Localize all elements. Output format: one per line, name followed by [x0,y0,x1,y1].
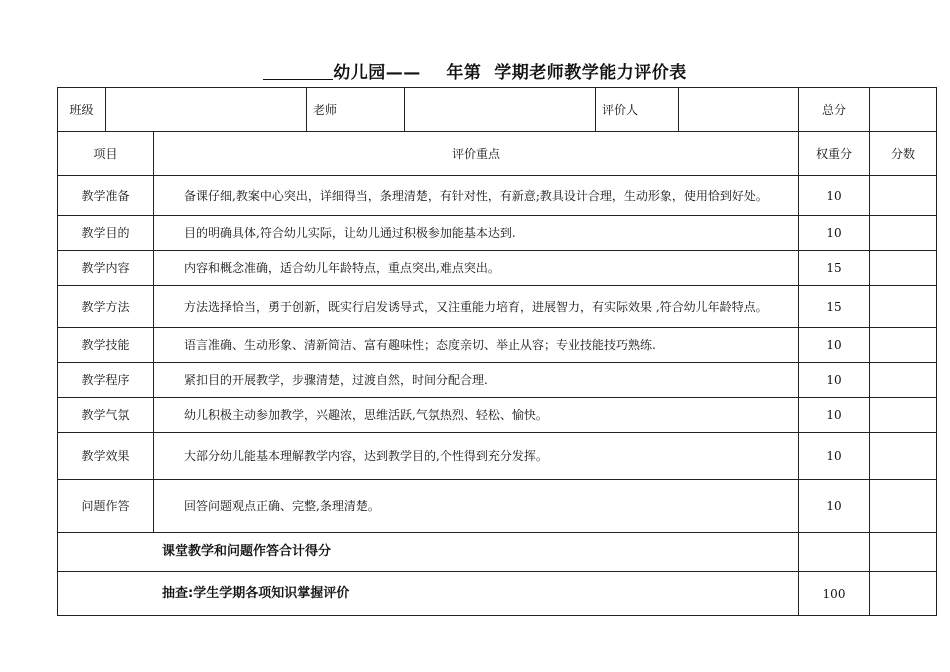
page-title [0,58,950,83]
kindergarten-name-blank [263,61,333,80]
row-criteria: 幼儿积极主动参加教学，兴趣浓，思维活跃,气氛热烈、轻松、愉快。 [154,398,799,433]
sampling-row [58,572,937,616]
table-row [58,363,937,398]
table-row [58,251,937,286]
row-item: 教学方法 [58,286,154,328]
table-row [58,216,937,251]
evaluator-label: 评价人 [596,88,679,132]
total-field[interactable] [870,88,937,132]
table-row [58,328,937,363]
row-score-field[interactable] [870,216,937,251]
row-criteria: 回答问题观点正确、完整,条理清楚。 [154,480,799,533]
row-weight: 10 [799,328,870,363]
title-rest: 学期老师教学能力评价表 [494,63,687,83]
row-score-field[interactable] [870,286,937,328]
row-criteria: 大部分幼儿能基本理解教学内容，达到教学目的,个性得到充分发挥。 [154,433,799,480]
column-weight: 权重分 [799,132,870,176]
row-item: 教学目的 [58,216,154,251]
subtotal-row [58,533,937,572]
table-row [58,398,937,433]
row-criteria: 目的明确具体,符合幼儿实际，让幼儿通过积极参加能基本达到. [154,216,799,251]
row-score-field[interactable] [870,480,937,533]
row-score-field[interactable] [870,433,937,480]
class-field[interactable] [106,88,307,132]
column-criteria: 评价重点 [154,132,799,176]
column-header-row [58,132,937,176]
row-weight: 15 [799,251,870,286]
sampling-score-field[interactable] [870,572,937,616]
table-row [58,176,937,216]
row-criteria: 内容和概念准确，适合幼儿年龄特点，重点突出,难点突出。 [154,251,799,286]
subtotal-weight-cell [799,533,870,572]
title-year: 年第 [446,63,482,83]
row-score-field[interactable] [870,363,937,398]
row-criteria: 语言准确、生动形象、清新简洁、富有趣味性；态度亲切、举止从容；专业技能技巧熟练. [154,328,799,363]
header-info-row [58,88,937,132]
subtotal-score-field[interactable] [870,533,937,572]
sampling-weight: 100 [799,572,870,616]
row-criteria: 方法选择恰当，勇于创新，既实行启发诱导式，又注重能力培育，进展智力，有实际效果 ,符合幼儿年龄特点。 [154,286,799,328]
row-item: 教学气氛 [58,398,154,433]
row-criteria: 备课仔细,教案中心突出，详细得当，条理清楚，有针对性，有新意;教具设计合理，生动形象，使用恰到好处。 [154,176,799,216]
evaluator-field[interactable] [679,88,799,132]
row-score-field[interactable] [870,176,937,216]
total-label: 总分 [799,88,870,132]
row-weight: 15 [799,286,870,328]
row-weight: 10 [799,363,870,398]
teacher-label: 老师 [307,88,405,132]
row-item: 教学技能 [58,328,154,363]
row-score-field[interactable] [870,328,937,363]
subtotal-label: 课堂教学和问题作答合计得分 [58,533,799,572]
row-item: 教学准备 [58,176,154,216]
table-row [58,433,937,480]
column-item: 项目 [58,132,154,176]
teacher-field[interactable] [405,88,596,132]
class-label: 班级 [58,88,106,132]
row-weight: 10 [799,433,870,480]
row-item: 教学程序 [58,363,154,398]
row-item: 教学效果 [58,433,154,480]
title-kindergarten: 幼儿园—— [333,63,421,83]
row-weight: 10 [799,216,870,251]
row-item: 教学内容 [58,251,154,286]
column-score: 分数 [870,132,937,176]
table-row [58,286,937,328]
sampling-label: 抽查:学生学期各项知识掌握评价 [58,572,799,616]
row-weight: 10 [799,176,870,216]
row-score-field[interactable] [870,251,937,286]
table-row [58,480,937,533]
row-criteria: 紧扣目的开展教学，步骤清楚，过渡自然，时间分配合理. [154,363,799,398]
row-weight: 10 [799,398,870,433]
row-score-field[interactable] [870,398,937,433]
evaluation-table [57,87,937,616]
row-item: 问题作答 [58,480,154,533]
row-weight: 10 [799,480,870,533]
